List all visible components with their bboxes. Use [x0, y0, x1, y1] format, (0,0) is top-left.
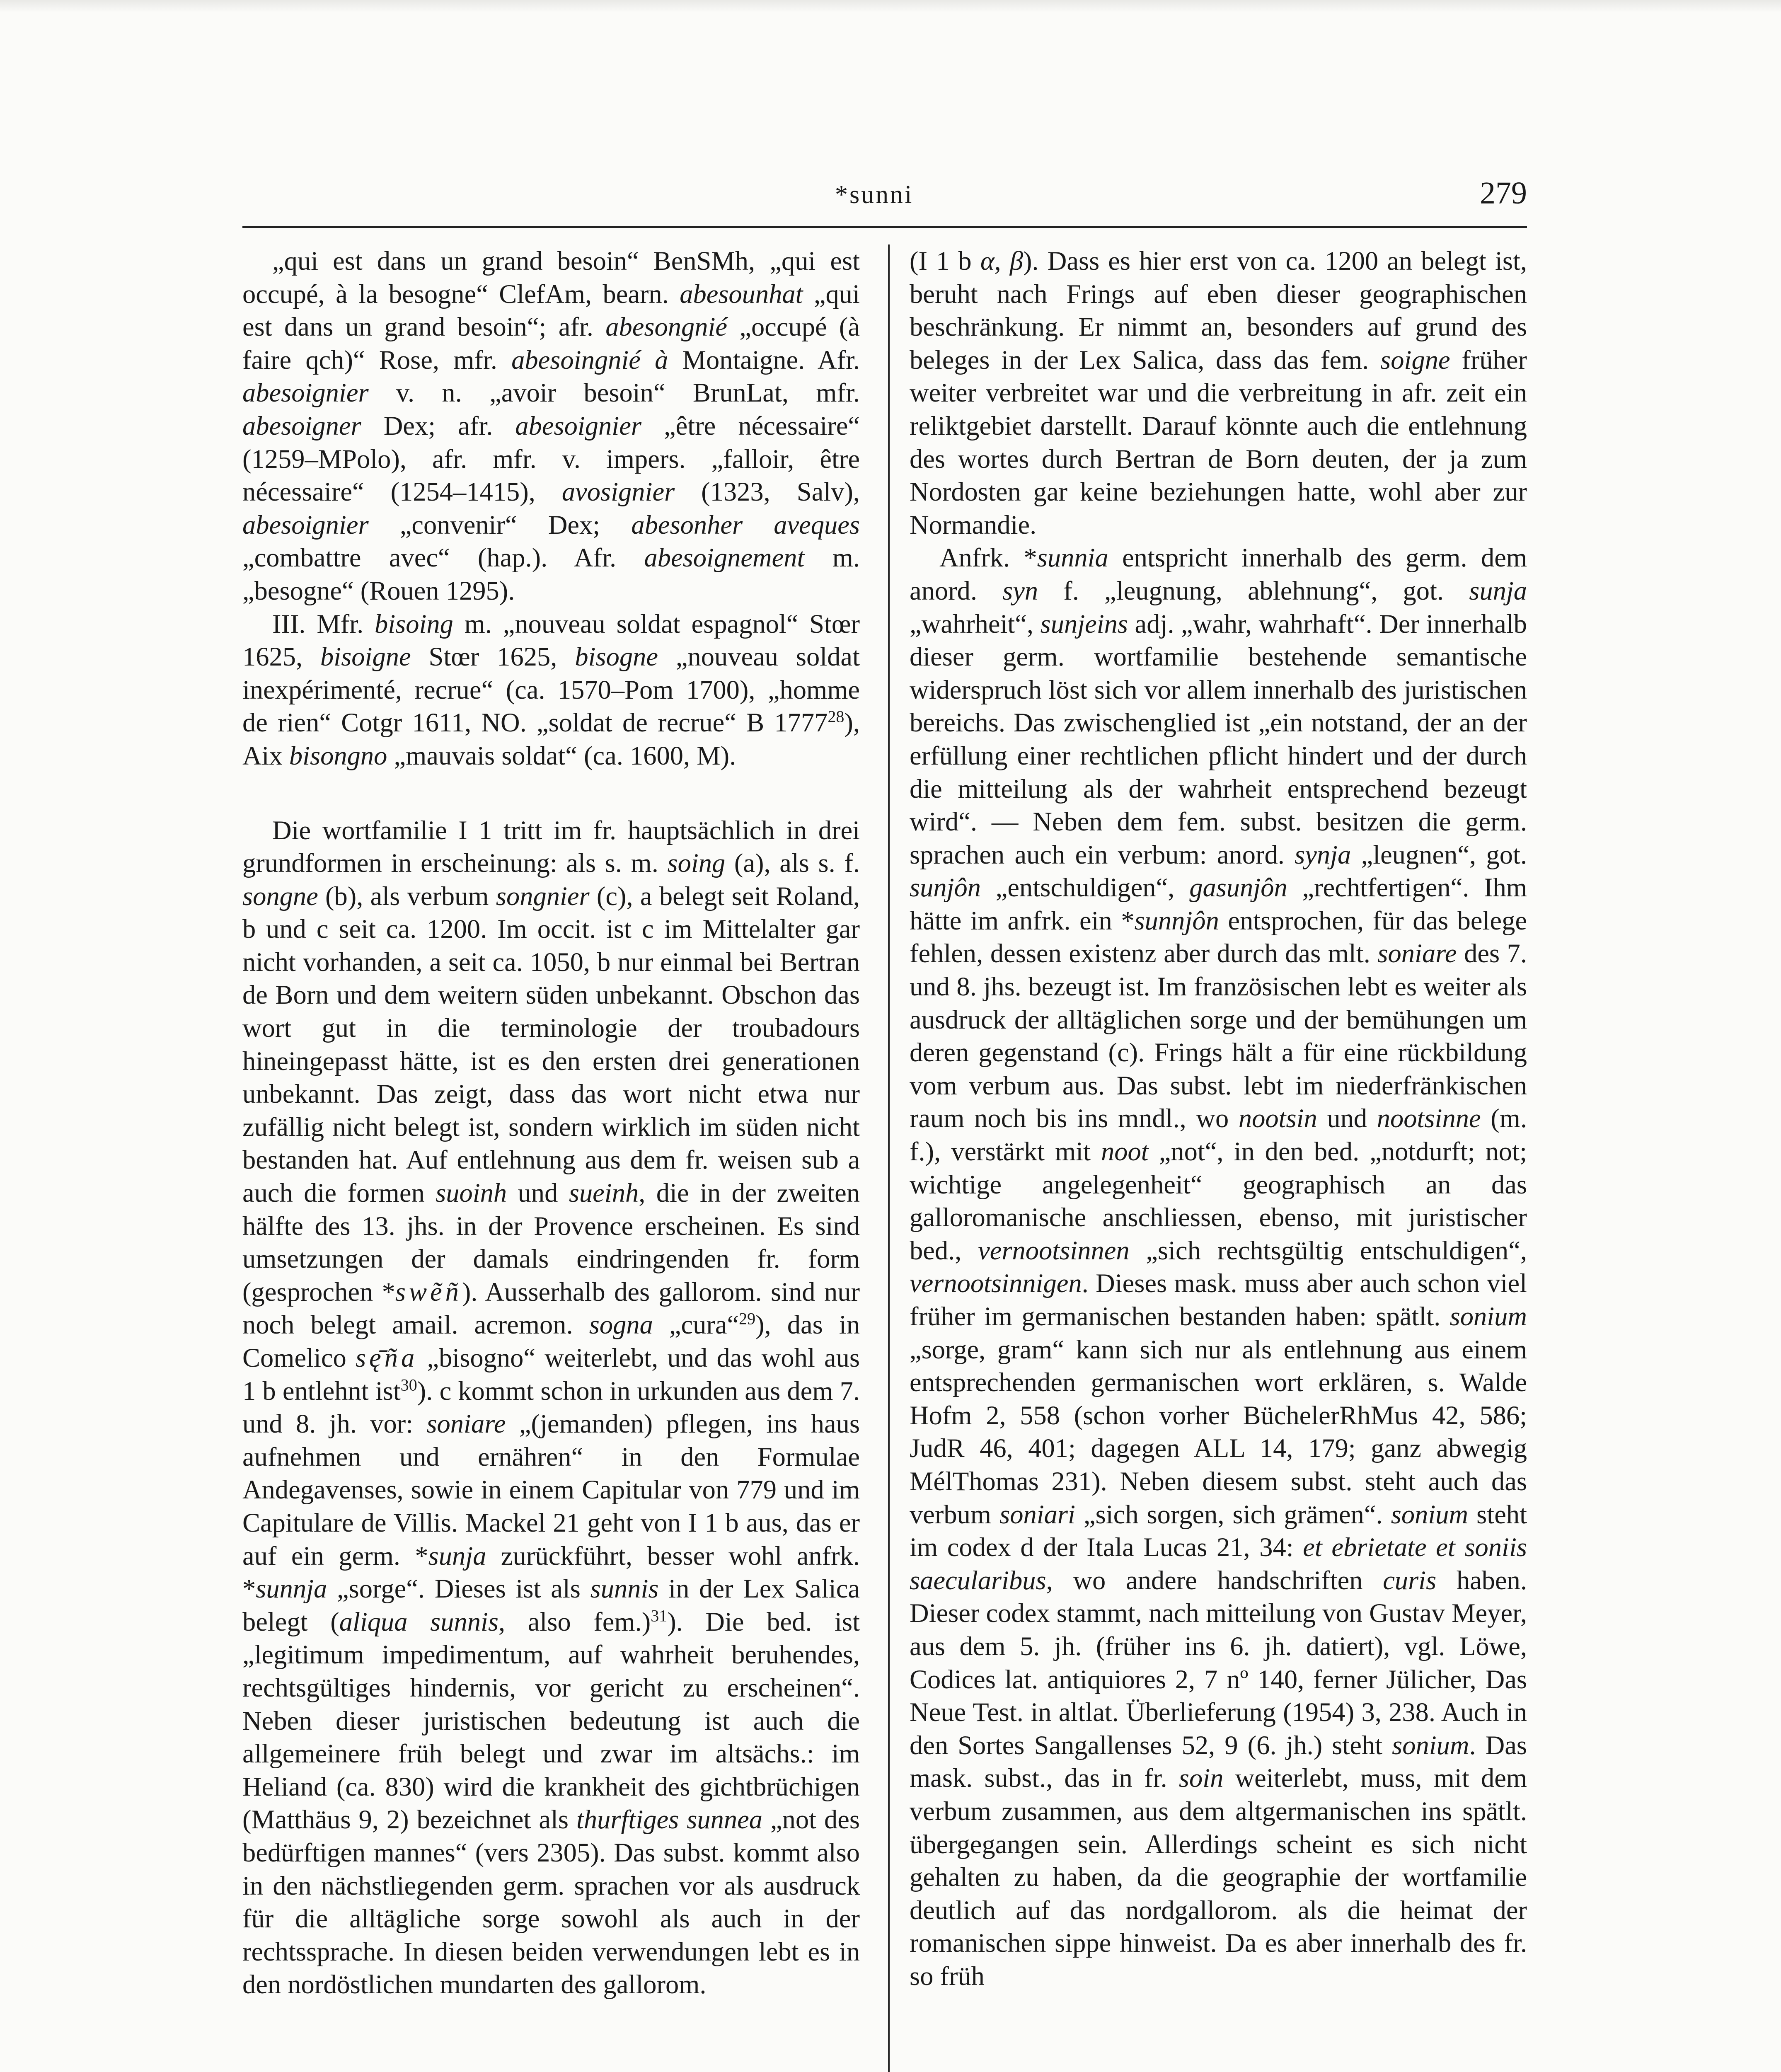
text-run: „sorge, gram“ kann sich nur als entlehnung aus einem entsprechenden germanischen wort erklären, s. Walde Hofm 2, 558 (schon vorher BüchelerRhMus 42, 586; JudR 46, 401; dagegen ALL 14, 179; ganz abwegig MélThomas 231). Neben diesem subst. steht auch das verbum [910, 1334, 1527, 1529]
text-run: , die in der zweiten hälfte des 13. jhs. in der Provence erscheinen. Es sind umsetzungen der damals eindringenden fr. form (gesprochen * [242, 1178, 860, 1307]
italic-term: soing [667, 848, 726, 878]
italic-term: bisoigne [320, 642, 411, 672]
paragraph [242, 814, 860, 2001]
italic-term: suoinh [436, 1178, 507, 1208]
footnote-ref: 29 [739, 1309, 756, 1328]
text-run: m. „nouveau soldat espagnol“ Stœr 1625, [242, 609, 860, 672]
text-run: „not“, in den bed. „notdurft; not; wichtige angelegenheit“ geographisch an das galloromanische anschliessen, ebenso, mit juristischer bed., [910, 1137, 1527, 1265]
text-run: f. „leugnung, ablehnung“, got. [1038, 576, 1469, 605]
italic-term: avosignier [561, 477, 675, 507]
paragraph [242, 608, 860, 772]
italic-term: gasunjôn [1189, 873, 1287, 903]
text-run: „(jemanden) pflegen, ins haus aufnehmen und ernähren“ in den Formulae Andegavenses, sowie in einem Capitular von 779 und im Capitulare de Villis. Mackel 21 geht von I 1 b aus, das er auf ein germ. * [242, 1409, 860, 1571]
text-run: des 7. und 8. jhs. bezeugt ist. Im französischen lebt es weiter als ausdruck der alltäglichen sorge und der bemühungen um deren gegenstand (c). Frings hält a für eine rückbildung vom verbum aus. Das subst. lebt im niederfränkischen raum noch bis ins mndl., wo [910, 939, 1527, 1133]
italic-term: sunja [428, 1541, 486, 1571]
scan-edge-top [0, 0, 1781, 12]
italic-term: songnier [496, 881, 590, 911]
text-run: „rechtfertigen“. Ihm hätte im anfrk. ein * [910, 873, 1527, 935]
text-run: „convenir“ Dex; [368, 510, 632, 540]
italic-term: soniare [426, 1409, 506, 1439]
text-run: „wahrheit“, [910, 609, 1041, 639]
text-run: Die wortfamilie I 1 tritt im fr. hauptsächlich in drei grundformen in erscheinung: als s. m. [242, 815, 860, 878]
italic-term: sę̄ña [356, 1343, 418, 1372]
italic-term: sonium [1449, 1302, 1527, 1331]
text-run: (1323, Salv), [675, 477, 860, 507]
text-run: haben. Dieser codex stammt, nach mitteilung von Gustav Meyer, aus dem 5. jh. (früher ins 6. jh. datiert), vgl. Löwe, Codices lat. antiquiores 2, 7 nº 140, ferner Jülicher, Das Neue Test. in altlat. Überlieferung (1954) 3, 238. Auch in den Sortes Sangallenses 52, 9 (6. jh.) steht [910, 1565, 1527, 1760]
italic-term: et ebrietate et soniis saecularibus [910, 1532, 1527, 1595]
italic-term: vernootsinnen [978, 1235, 1130, 1265]
italic-term: thurftiges sunnea [576, 1805, 762, 1835]
right-column [910, 244, 1527, 1992]
italic-term: abesoingnié à [511, 345, 668, 375]
running-head: *sunni [835, 181, 914, 209]
text-run: „qui est dans un grand besoin“; afr. [242, 279, 860, 342]
footnote-ref: 31 [651, 1606, 668, 1625]
text-run: ). c kommt schon in urkunden aus dem 7. und 8. jh. vor: [242, 1376, 860, 1439]
text-run: „leugnen“, got. [1351, 840, 1527, 869]
text-run: (b), als verbum [318, 881, 496, 911]
italic-term: soniare [1377, 939, 1457, 968]
text-run: „entschuldigen“, [981, 873, 1190, 903]
text-run: steht im codex d der Itala Lucas 21, 34: [910, 1499, 1527, 1562]
italic-term: nootsin [1238, 1104, 1317, 1133]
page-number: 279 [1480, 176, 1527, 211]
text-run: „sich rechtsgültig entschuldigen“, [1129, 1235, 1527, 1265]
italic-term: abesoignier [242, 378, 369, 408]
text-run: „sorge“. Dieses ist als [327, 1574, 590, 1604]
italic-term: abesoignier [242, 510, 369, 540]
text-run: „not des bedürftigen mannes“ (vers 2305). Das subst. kommt also in den nächstliegenden germ. sprachen vor als ausdruck für die alltägliche sorge sowohl als auch in der rechtssprache. In diesen beiden verwendungen lebt es in den nordöstlichen mundarten des gallorom. [242, 1805, 860, 1999]
italic-term: bisogne [575, 642, 658, 672]
italic-term: soniari [999, 1499, 1075, 1529]
italic-term: sunjôn [910, 873, 981, 903]
italic-term: songne [242, 881, 318, 911]
text-run: ), Aix [242, 708, 860, 770]
text-run: „qui est dans un grand besoin“ BenSMh, „qui est occupé, à la besogne“ ClefAm, bearn. [242, 246, 860, 309]
text-run: „sich sorgen, sich grämen“. [1075, 1499, 1391, 1529]
italic-term: abesongnié [605, 312, 727, 342]
text-run: „être nécessaire“ (1259–MPolo), afr. mfr. v. impers. „falloir, être nécessaire“ (1254–1415), [242, 411, 860, 507]
text-run: (I 1 b [910, 246, 980, 276]
italic-term: sonium [1392, 1730, 1469, 1760]
text-run: „bisogno“ weiterlebt, und das wohl aus 1 b entlehnt ist [242, 1343, 860, 1406]
text-run: „cura“ [653, 1310, 739, 1340]
text-run: weiterlebt, muss, mit dem verbum zusammen, aus dem altgermanischen ins spätlt. übergegangen sein. Allerdings scheint es sich nicht gehalten zu haben, da die geographie der wortfamilie deutlich auf das nordgallorom. als die heimat der romanischen sippe hinweist. Da es aber innerhalb des fr. so früh [910, 1763, 1527, 1991]
paragraph [910, 244, 1527, 541]
text-run: ). Dass es hier erst von ca. 1200 an belegt ist, beruht nach Frings auf eben dieser geographischen beschränkung. Er nimmt an, besonders auf grund des beleges in der Lex Salica, dass das fem. [910, 246, 1527, 375]
italic-term: abesoignier [515, 411, 641, 441]
italic-term: swẽñ [395, 1277, 462, 1307]
text-run: (m. f.), verstärkt mit [910, 1104, 1527, 1167]
italic-term: sogna [589, 1310, 653, 1340]
text-run: (c), a belegt seit Roland, b und c seit ca. 1200. Im occit. ist c im Mittelalter gar nicht vorhanden, a seit ca. 1050, b nur einmal bei Bertran de Born und dem weitern süden unbekannt. Obschon das wort gut in die terminologie der troubadours hineingepasst hätte, ist es den ersten drei generationen unbekannt. Das zeigt, dass das wort nicht etwa nur zufällig nicht belegt ist, sondern wirklich im süden nicht bestanden hat. Auf entlehnung aus dem fr. weisen sub a auch die formen [242, 881, 860, 1208]
text-run: (a), als s. f. [725, 848, 860, 878]
text-run: und [1317, 1104, 1377, 1133]
text-run: adj. „wahr, wahrhaft“. Der innerhalb dieser germ. wortfamilie bestehende semantische widerspruch löst sich vor allem innerhalb des juristischen bereichs. Das zwischenglied ist „ein notstand, der an der erfüllung einer rechtlichen pflicht hindert und der durch die mitteilung als der wahrheit entsprechend bezeugt wird“. — Neben dem fem. subst. besitzen die germ. sprachen auch ein verbum: anord. [910, 609, 1527, 869]
italic-term: sunjeins [1040, 609, 1128, 639]
italic-term: synja [1295, 840, 1351, 869]
text-run: m. „besogne“ (Rouen 1295). [242, 543, 860, 605]
text-run: ). Ausserhalb des gallorom. sind nur noch belegt amail. acremon. [242, 1277, 860, 1340]
italic-term: sunja [1469, 576, 1527, 605]
text-run: . Dieses mask. muss aber auch schon viel früher im germanischen bestanden haben: spätlt. [910, 1268, 1527, 1331]
text-run: früher weiter verbreitet war und die verbreitung in afr. zeit ein reliktgebiet darstellt. Darauf könnte auch die entlehnung des wortes durch Bertran de Born deuten, der ja zum Nordosten gar keine beziehungen hatte, wohl aber zur Normandie. [910, 345, 1527, 540]
italic-term: vernootsinnigen [910, 1268, 1082, 1298]
italic-term: aliqua sunnis [339, 1607, 499, 1636]
italic-term: sunnis [590, 1574, 659, 1604]
header-rule [242, 226, 1527, 228]
text-run: Dex; afr. [361, 411, 515, 441]
paragraph [242, 244, 860, 608]
text-run: III. Mfr. [272, 609, 375, 639]
footnote-ref: 30 [400, 1375, 417, 1394]
paragraph [910, 541, 1527, 1992]
page-header [242, 168, 1527, 230]
text-run: in der Lex Salica belegt ( [242, 1574, 860, 1636]
text-run: , [994, 246, 1010, 276]
italic-term: bisoing [374, 609, 453, 639]
italic-term: noot [1101, 1137, 1149, 1167]
text-run: v. n. „avoir besoin“ BrunLat, mfr. [368, 378, 860, 408]
italic-term: sunnia [1037, 543, 1108, 573]
text-run: und [507, 1178, 569, 1208]
text-run: Montaigne. Afr. [668, 345, 860, 375]
left-column [242, 244, 860, 2001]
italic-term: α [980, 246, 995, 276]
text-run: ). Die bed. ist „legitimum impedimentum, auf wahrheit beruhendes, rechtsgültiges hindernis, vor gericht zu erscheinen“. Neben dieser juristischen bedeutung ist auch die allgemeinere früh belegt und zwar im altsächs.: im Heliand (ca. 830) wird die krankheit des gichtbrüchigen (Matthäus 9, 2) bezeichnet als [242, 1607, 860, 1835]
text-run: „mauvais soldat“ (ca. 1600, M). [387, 741, 736, 770]
italic-term: curis [1383, 1565, 1437, 1595]
italic-term: sunnjôn [1134, 905, 1219, 935]
italic-term: abesoignement [644, 543, 805, 573]
text-run: entsprochen, für das belege fehlen, dessen existenz aber durch das mlt. [910, 905, 1527, 968]
italic-term: syn [1002, 576, 1038, 605]
text-run: Anfrk. * [939, 543, 1037, 573]
italic-term: abesonher aveques [631, 510, 860, 540]
italic-term: sunnja [256, 1574, 327, 1604]
text-run: zurückführt, besser wohl anfrk. * [242, 1541, 860, 1604]
text-run: , also fem.) [498, 1607, 651, 1636]
text-run: ), das in Comelico [242, 1310, 860, 1372]
italic-term: abesoigner [242, 411, 361, 441]
column-rule [888, 244, 890, 2072]
italic-term: soin [1178, 1763, 1224, 1793]
italic-term: abesounhat [680, 279, 803, 309]
italic-term: soigne [1380, 345, 1450, 375]
text-run: , wo andere handschriften [1046, 1565, 1383, 1595]
italic-term: sonium [1391, 1499, 1469, 1529]
text-run: . Das mask. subst., das in fr. [910, 1730, 1527, 1793]
text-run: „occupé (à faire qch)“ Rose, mfr. [242, 312, 860, 375]
text-run: entspricht innerhalb des germ. dem anord. [910, 543, 1527, 605]
text-run: Stœr 1625, [411, 642, 575, 672]
text-run: „combattre avec“ (hap.). Afr. [242, 543, 644, 573]
italic-term: nootsinne [1377, 1104, 1481, 1133]
text-run: „nouveau soldat inexpérimenté, recrue“ (ca. 1570–Pom 1700), „homme de rien“ Cotgr 1611, NO. „soldat de recrue“ B 1777 [242, 642, 860, 738]
italic-term: β [1009, 246, 1024, 276]
footnote-ref: 28 [828, 707, 845, 726]
italic-term: sueinh [569, 1178, 639, 1208]
italic-term: bisongno [289, 741, 387, 770]
